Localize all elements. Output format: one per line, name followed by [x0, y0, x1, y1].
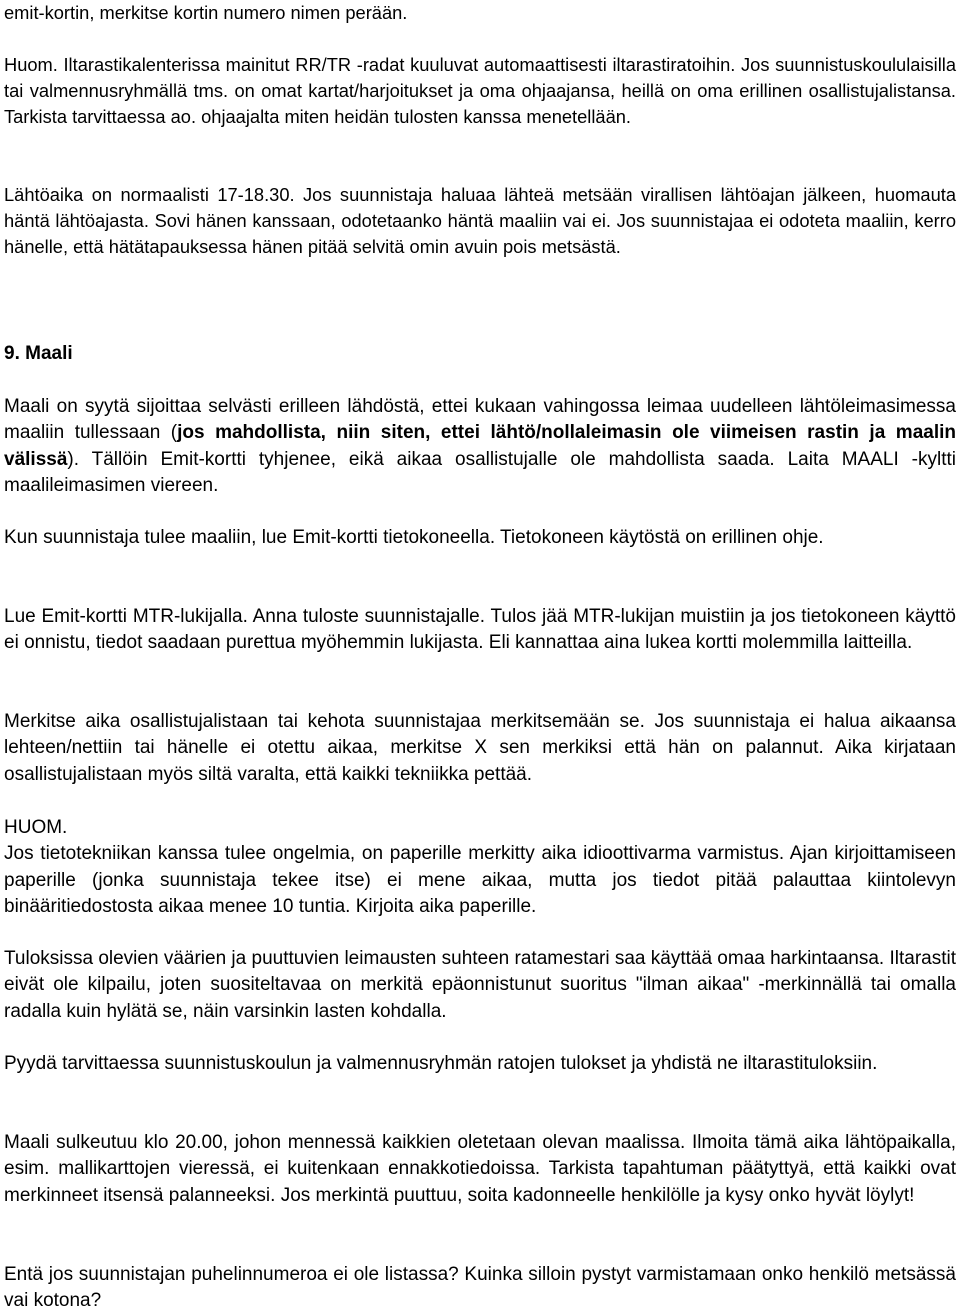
section-heading: 9. Maali — [4, 343, 73, 364]
start-time-paragraph: Lähtöaika on normaalisti 17-18.30. Jos suunnistaja haluaa lähteä metsään virallisen lähtöajan jälkeen, huomauta häntä lähtöajasta. Sovi hänen kanssaan, odotetaanko häntä maaliin vai ei. Jos suunnistajaa ei odoteta maaliin, kerro hänelle, että hätätapauksessa hänen pitää selvitä omin avuin pois metsästä. — [4, 184, 956, 258]
note-paragraph: Huom. Iltarastikalenterissa mainitut RR/TR -radat kuuluvat automaattisesti iltarastiratoihin. Jos suunnistuskoululaisilla tai valmennusryhmällä tms. on omat kartat/harjoitukset ja oma ohjaajansa, heillä on oma erillinen osallistujalistansa. Tarkista tarvittaessa ao. ohjaajalta miten heidän tulosten kanssa menetellään. — [4, 54, 956, 128]
intro-line: emit-kortin, merkitse kortin numero nimen perään. — [4, 2, 408, 23]
combine-results-paragraph: Pyydä tarvittaessa suunnistuskoulun ja valmennusryhmän ratojen tulokset ja yhdistä ne iltarastituloksiin. — [4, 1053, 878, 1074]
read-card-paragraph: Kun suunnistaja tulee maaliin, lue Emit-kortti tietokoneella. Tietokoneen käytöstä on erillinen ohje. — [4, 527, 824, 548]
mark-time-paragraph: Merkitse aika osallistujalistaan tai kehota suunnistajaa merkitsemään se. Jos suunnistaja ei halua aikaansa lehteen/nettiin tai hänelle ei otettu aikaa, merkitse X sen merkiksi että hän on palannut. Aika kirjataan osallistujalistaan myös siltä varalta, että kaikki tekniikka pettää. — [4, 711, 956, 785]
mtr-reader-paragraph: Lue Emit-kortti MTR-lukijalla. Anna tuloste suunnistajalle. Tulos jää MTR-lukijan muistiin ja jos tietokoneen käyttö ei onnistu, tiedot saadaan purettua myöhemmin lukijasta. Eli kannattaa aina lukea kortti molemmilla laitteilla. — [4, 606, 956, 654]
finish-placement-emphasis: jos mahdollista, niin siten, ettei lähtö/nollaleimasin ole viimeisen rastin ja maalin välissä — [4, 422, 956, 470]
finish-placement-text-start: Maali on syytä sijoittaa selvästi erilleen lähdöstä, ettei kukaan vahingossa leimaa uudelleen lähtöleimasimessa maaliin tullessaan ( — [4, 396, 956, 444]
huom-label: HUOM. — [4, 817, 68, 838]
backup-paragraph: Jos tietotekniikan kanssa tulee ongelmia, on paperille merkitty aika idioottivarma varmistus. Ajan kirjoittamiseen paperille (jonka suunnistaja tekee itse) ei mene aikaa, mutta jos tiedot pitää palauttaa kiintolevyn binääritiedostosta aikaa menee 10 tuntia. Kirjoita aika paperille. — [4, 843, 956, 917]
results-judgement-paragraph: Tuloksissa olevien väärien ja puuttuvien leimausten suhteen ratamestari saa käyttää omaa harkintaansa. Iltarastit eivät ole kilpailu, joten suositeltavaa on merkitä epäonnistunut suoritus "ilman aikaa" -merkinnällä tai omalla radalla kuin hylätä se, näin varsinkin lasten kohdalla. — [4, 948, 956, 1022]
phone-number-paragraph: Entä jos suunnistajan puhelinnumeroa ei ole listassa? Kuinka silloin pystyt varmistamaan onko henkilö metsässä vai kotona? — [4, 1264, 956, 1312]
closing-time-paragraph: Maali sulkeutuu klo 20.00, johon mennessä kaikkien oletetaan olevan maalissa. Ilmoita tämä aika lähtöpaikalla, esim. mallikarttojen vieressä, ei kuitenkaan ennakkotiedoissa. Tarkista tapahtuman päätyttyä, että kaikki ovat merkinneet itsensä palanneeksi. Jos merkintä puuttuu, soita kadonneelle henkilölle ja kysy onko hyvät löylyt! — [4, 1132, 956, 1206]
finish-placement-paragraph — [4, 394, 956, 499]
finish-placement-text-end: ). Tällöin Emit-kortti tyhjenee, eikä aikaa osallistujalle ole mahdollista saada. Laita MAALI -kyltti maalileimasimen viereen. — [4, 448, 956, 496]
